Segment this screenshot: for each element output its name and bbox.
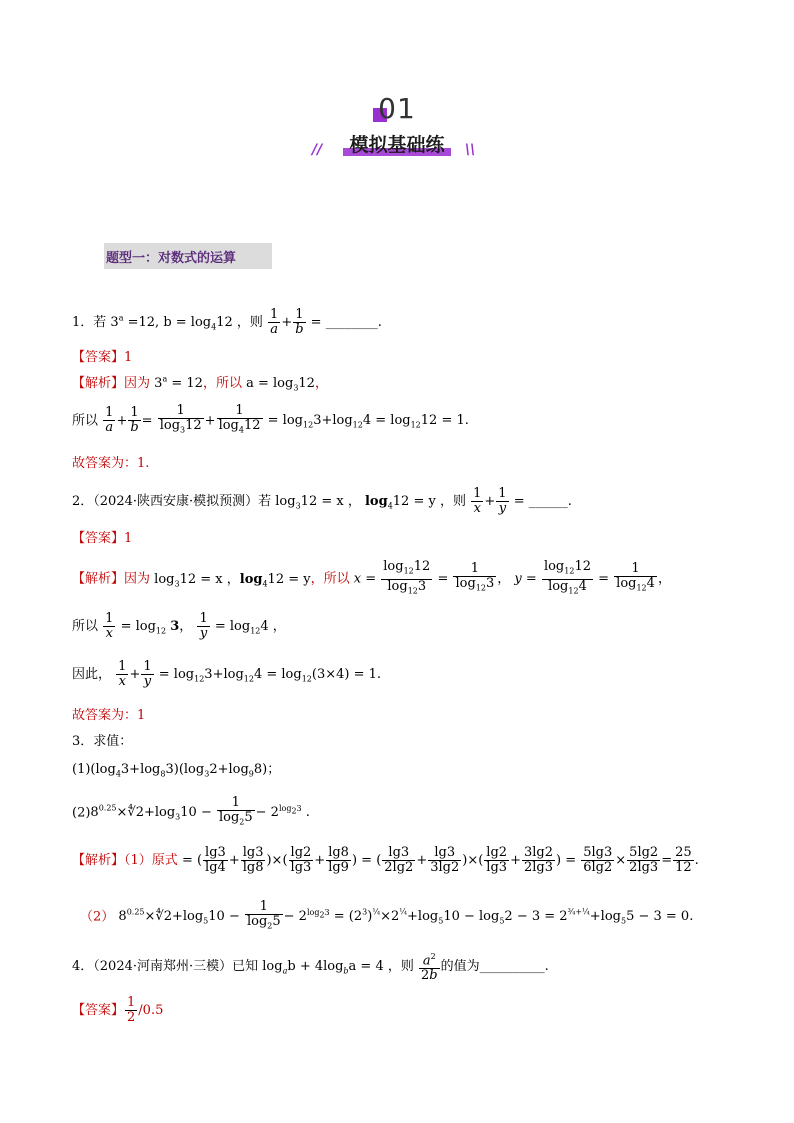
chapter-title: 模拟基础练 [345,130,448,157]
conclusion-2: 故答案为：1 [72,708,146,723]
slash-decoration-right: \\ [465,142,476,158]
analysis-2-line-2: 所以 $\frac{1}{x}$ = $\log_{12} 3$， $\frac{1}{y}$ = $\log_{12}4$ ， [72,611,286,641]
chapter-number: 01 [378,92,416,125]
analysis-3-part-1: 【解析】（1）原式 = ( $\frac{\lg 3}{\lg 4}$ + $\frac{\lg 3}{\lg 8}$ )×( $\frac{\lg 2}{\lg 3}$ + $\frac{\lg 8}{\lg 9}$ ) = ( $\frac{\lg 3}{2\lg 2}$ + $\frac{\lg 3}{3\lg 2}$ )×( $\frac{\lg 2}{\lg 3}$ + $\frac{3\lg 2}{2\lg 3}$ ) = $\frac{5\lg 3}{6\lg 2}$ × $\frac{5\lg 2}{2\lg 3}$ = $\frac{25}{12}$ . [72,845,699,875]
analysis-2-line-1: 【解析】因为 $\log_312 = x$ ，$\log_412 = y$，所以 x = $\frac{\log_{12}12}{\log_{12}3}$ = $\frac{1}{\log_{12}3}$ ， y = $\frac{\log_{12}12}{\log_{12}4}$ = $\frac{1}{\log_{12}4}$ ， [72,559,671,596]
question-3-part-1: $(1)(\log_43+\log_83)(\log_32+\log_98)$； [72,762,281,779]
answer-4: 【答案】 $\frac{1}{2}$ /0.5 [72,995,164,1025]
analysis-2-line-3: 因此， $\frac{1}{x}$ + $\frac{1}{y}$ = $\log_{12}3+\log_{12}4 = \log_{12}(3\times 4) = 1$. [72,659,382,689]
answer-2: 【答案】1 [72,531,133,546]
question-3-part-2: $(2)8^{0.25}\times∜2+\log_310$ − $\frac{1}{\log_25}$ − $2^{log_23}$ . [72,795,310,827]
chapter-title-wrap [0,130,794,157]
question-2: 2．（2024·陕西安康·模拟预测）若 $\log_312 = x$ ， $\log_412 = y$ ，则 $\frac{1}{x}$ + $\frac{1}{y}$ = ______. [72,486,572,516]
analysis-1-line-1: 【解析】因为 $3^a = 12$，所以 $a = \log_312$， [72,374,328,393]
analysis-1-line-2: 所以 $\frac{1}{a}$ + $\frac{1}{b}$ = $\frac{1}{\log_312}$ + $\frac{1}{\log_412}$ = $\log_{12}3+\log_{12}4 = \log_{12}12 = 1$. [72,403,469,436]
conclusion-1: 故答案为：1. [72,456,150,471]
question-3: 3．求值： [72,734,133,749]
analysis-3-part-2: （2） $8^{0.25}\times∜2+\log_510$ − $\frac{1}{\log_25}$ − $2^{log_23} = (2^3)^{\frac{1}{4}}\times 2^{\frac{1}{4}}+\log_510 - \log_52 - 3 = 2^{\frac{3}{4}+\frac{1}{4}}+\log_55 - 3 = 0$. [80,899,694,931]
section-heading: 题型一：对数式的运算 [106,251,237,266]
slash-decoration-left: // [312,142,323,158]
question-4: 4．（2024·河南郑州·三模）已知 $\log_ab + 4\log_ba = 4$ ，则 $\frac{a^2}{2b}$ 的值为__________. [72,952,549,984]
answer-1: 【答案】1 [72,350,133,365]
question-1: 1．若 $3^a =12$, $b = \log_412$ ，则 $\frac{1}{a}$ + $\frac{1}{b}$ = ________. [72,307,382,337]
